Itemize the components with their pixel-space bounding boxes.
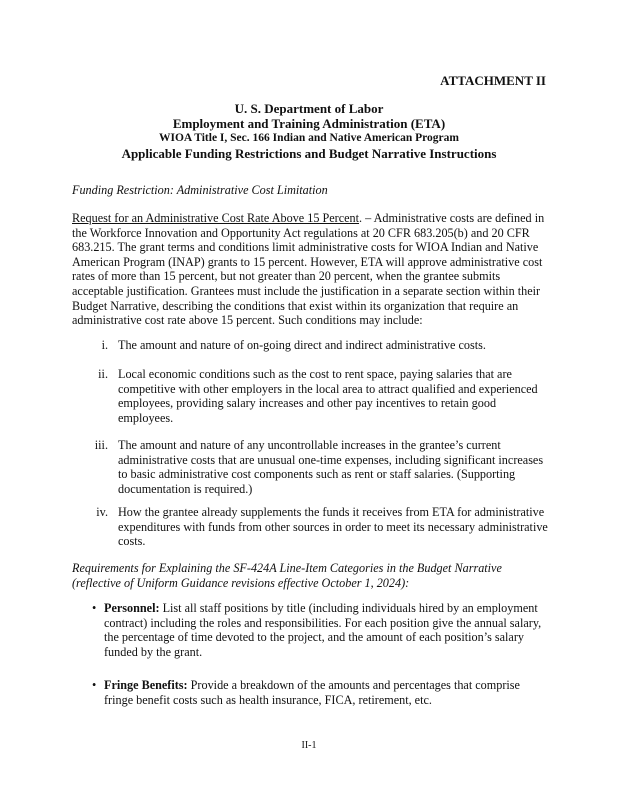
attachment-label: ATTACHMENT II <box>440 73 546 88</box>
bullet-icon: • <box>92 601 97 615</box>
category-label: Personnel: <box>104 601 160 615</box>
condition-number: ii. <box>98 367 108 381</box>
intro-paragraph <box>72 211 550 328</box>
category-text: List all staff positions by title (including individuals hired by an employment contract) including the roles and responsibilities. For each position give the annual salary, the percentage of time devoted to the project, and the amount of each position’s salary funded by the grant. <box>104 601 542 659</box>
condition-number: iv. <box>96 505 108 519</box>
document-header <box>0 101 618 161</box>
requirements-title: Requirements for Explaining the SF-424A Line-Item Categories in the Budget Narrative (reflective of Uniform Guidance revisions effective October 1, 2024): <box>72 561 502 590</box>
header-agency: U. S. Department of Labor <box>234 101 384 116</box>
condition-text: How the grantee already supplements the funds it receives from ETA for administrative expenditures with funds from other sources in order to meet its necessary administrative costs. <box>118 505 548 549</box>
condition-text: Local economic conditions such as the cost to rent space, paying salaries that are competitive with other employers in the local area to attract qualified and experienced employees, providing salary increases and other pay incentives to retain good employees. <box>118 367 538 425</box>
section-title: Funding Restriction: Administrative Cost Limitation <box>72 183 328 197</box>
condition-text: The amount and nature of any uncontrollable increases in the grantee’s current administrative costs that are unusual one-time expenses, including significant increases to basic administrative cost components such as rent or staff salaries. (Supporting documentation is required.) <box>118 438 544 496</box>
bullet-icon: • <box>92 678 97 692</box>
condition-number: i. <box>101 338 108 352</box>
intro-heading: Request for an Administrative Cost Rate Above 15 Percent <box>72 211 360 225</box>
category-text: Provide a breakdown of the amounts and percentages that comprise fringe benefit costs such as health insurance, FICA, retirement, etc. <box>104 678 520 707</box>
page-number: II-1 <box>301 740 317 751</box>
condition-number: iii. <box>94 438 108 452</box>
intro-text: . – Administrative costs are defined in the Workforce Innovation and Opportunity Act regulations at 20 CFR 683.205(b) and 20 CFR 683.215. The grant terms and conditions limit administrative costs for WIOA Indian and Native American Program (INAP) grants to 15 percent. However, ETA will approve administrative cost rates of more than 15 percent, but not greater than 20 percent, when the grantee submits acceptable justification. Grantees must include the justification in a separate section within their Budget Narrative, describing the conditions that exist within its organization that require an administrative cost rate above 15 percent. Such conditions may include: <box>72 211 545 328</box>
header-administration: Employment and Training Administration (ETA) <box>172 116 446 131</box>
header-title: Applicable Funding Restrictions and Budget Narrative Instructions <box>121 146 497 161</box>
condition-text: The amount and nature of on-going direct and indirect administrative costs. <box>118 338 486 352</box>
header-program: WIOA Title I, Sec. 166 Indian and Native American Program <box>159 132 459 144</box>
category-label: Fringe Benefits: <box>104 678 188 692</box>
